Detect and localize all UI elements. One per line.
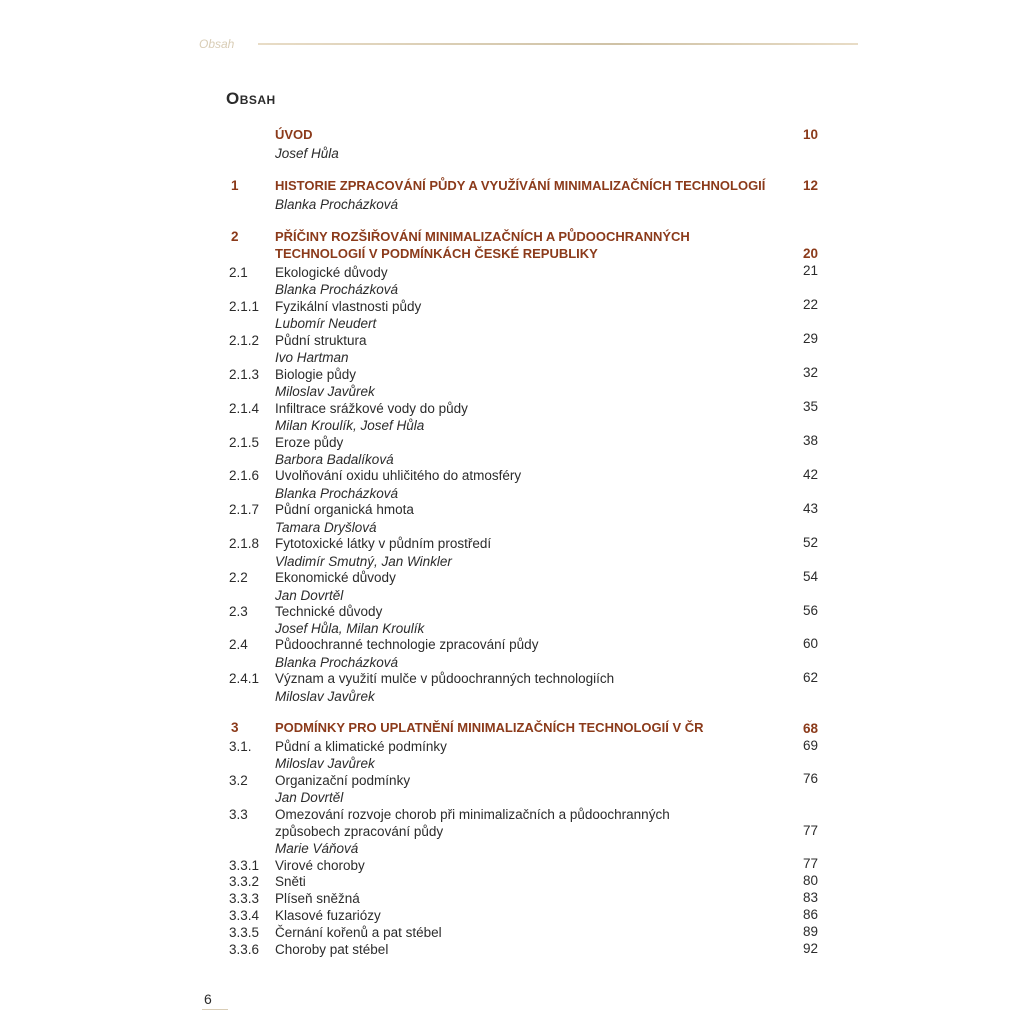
section-number: 2.4 <box>229 637 248 652</box>
page-reference: 80 <box>802 873 818 888</box>
section-author: Milan Kroulík, Josef Hůla <box>275 418 425 433</box>
page-reference: 76 <box>802 771 818 786</box>
page-reference: 62 <box>802 670 818 685</box>
section-title: PODMÍNKY PRO UPLATNĚNÍ MINIMALIZAČNÍCH TECHNOLOGIÍ V ČR <box>275 720 704 735</box>
section-author: Marie Váňová <box>275 841 359 856</box>
page-number: 6 <box>204 991 212 1007</box>
section-number: 3 <box>231 720 239 735</box>
section-number: 2.1.6 <box>229 468 260 483</box>
section-title: Organizační podmínky <box>275 773 411 788</box>
section-author: Vladimír Smutný, Jan Winkler <box>275 554 452 569</box>
section-title: Uvolňování oxidu uhličitého do atmosféry <box>275 468 522 483</box>
section-author: Miloslav Javůrek <box>275 756 375 771</box>
section-title: PŘÍČINY ROZŠIŘOVÁNÍ MINIMALIZAČNÍCH A PŮDOOCHRANNÝCH <box>275 229 690 244</box>
section-title: Půdní organická hmota <box>275 502 414 517</box>
section-number: 2.4.1 <box>229 671 260 686</box>
section-number: 3.3.3 <box>229 891 260 906</box>
section-number: 2.3 <box>229 604 248 619</box>
section-number: 2.1.5 <box>229 435 260 450</box>
section-title-continued: způsobech zpracování půdy <box>275 824 444 839</box>
section-title: Biologie půdy <box>275 367 357 382</box>
header-rule <box>258 43 858 45</box>
page-reference: 92 <box>802 941 818 956</box>
section-author: Blanka Procházková <box>275 655 399 670</box>
section-number: 2.1.4 <box>229 401 260 416</box>
section-author: Jan Dovrtěl <box>275 588 344 603</box>
section-title: Plíseň sněžná <box>275 891 360 906</box>
page-reference: 20 <box>802 246 818 261</box>
running-header: Obsah <box>199 37 235 51</box>
page-reference: 77 <box>802 823 818 838</box>
page-reference: 83 <box>802 890 818 905</box>
section-title: Omezování rozvoje chorob při minimalizačních a půdoochranných <box>275 807 670 822</box>
section-author: Blanka Procházková <box>275 486 399 501</box>
section-author: Lubomír Neudert <box>275 316 377 331</box>
section-title: Fyzikální vlastnosti půdy <box>275 299 422 314</box>
section-author: Miloslav Javůrek <box>275 384 375 399</box>
section-author: Ivo Hartman <box>275 350 349 365</box>
section-number: 2 <box>231 229 239 244</box>
page-reference: 77 <box>802 856 818 871</box>
section-title: Sněti <box>275 874 306 889</box>
section-title: ÚVOD <box>275 127 313 142</box>
page-reference: 60 <box>802 636 818 651</box>
page-reference: 42 <box>802 467 818 482</box>
section-title: Význam a využití mulče v půdoochranných technologiích <box>275 671 615 686</box>
section-title: Ekonomické důvody <box>275 570 396 585</box>
page-reference: 43 <box>802 501 818 516</box>
page-title: Obsah <box>226 89 276 108</box>
page-reference: 52 <box>802 535 818 550</box>
section-title: HISTORIE ZPRACOVÁNÍ PŮDY A VYUŽÍVÁNÍ MINIMALIZAČNÍCH TECHNOLOGIÍ <box>275 178 766 193</box>
section-number: 2.1.3 <box>229 367 260 382</box>
section-title: Klasové fuzariózy <box>275 908 381 923</box>
section-title: Půdoochranné technologie zpracování půdy <box>275 637 539 652</box>
page-reference: 10 <box>802 127 818 142</box>
section-author: Barbora Badalíková <box>275 452 394 467</box>
page-reference: 22 <box>802 297 818 312</box>
section-author: Josef Hůla, Milan Kroulík <box>275 621 425 636</box>
section-number: 3.3.1 <box>229 858 260 873</box>
section-title: Eroze půdy <box>275 435 344 450</box>
page-reference: 35 <box>802 399 818 414</box>
section-title-continued: TECHNOLOGIÍ V PODMÍNKÁCH ČESKÉ REPUBLIKY <box>275 246 598 261</box>
section-number: 3.2 <box>229 773 248 788</box>
section-title: Infiltrace srážkové vody do půdy <box>275 401 468 416</box>
section-number: 3.3.2 <box>229 874 260 889</box>
section-title: Technické důvody <box>275 604 383 619</box>
section-number: 2.1.1 <box>229 299 260 314</box>
page-reference: 12 <box>802 178 818 193</box>
page-reference: 54 <box>802 569 818 584</box>
section-title: Fytotoxické látky v půdním prostředí <box>275 536 492 551</box>
footer-rule <box>202 1009 228 1010</box>
section-number: 2.1.7 <box>229 502 260 517</box>
page-reference: 86 <box>802 907 818 922</box>
section-number: 3.3.6 <box>229 942 260 957</box>
page-reference: 21 <box>802 263 818 278</box>
page-reference: 68 <box>802 721 818 736</box>
section-author: Tamara Dryšlová <box>275 520 377 535</box>
section-author: Josef Hůla <box>275 146 339 161</box>
page-reference: 32 <box>802 365 818 380</box>
page-reference: 89 <box>802 924 818 939</box>
section-author: Blanka Procházková <box>275 282 399 297</box>
page-reference: 29 <box>802 331 818 346</box>
section-number: 2.1 <box>229 265 248 280</box>
section-number: 3.3 <box>229 807 248 822</box>
page-reference: 56 <box>802 603 818 618</box>
page-reference: 38 <box>802 433 818 448</box>
section-number: 2.1.8 <box>229 536 260 551</box>
section-number: 2.1.2 <box>229 333 260 348</box>
section-number: 3.3.4 <box>229 908 260 923</box>
section-number: 1 <box>231 178 239 193</box>
section-number: 3.1. <box>229 739 252 754</box>
section-title: Půdní a klimatické podmínky <box>275 739 447 754</box>
page-reference: 69 <box>802 738 818 753</box>
section-title: Černání kořenů a pat stébel <box>275 925 442 940</box>
section-author: Miloslav Javůrek <box>275 689 375 704</box>
section-author: Blanka Procházková <box>275 197 399 212</box>
section-title: Choroby pat stébel <box>275 942 389 957</box>
section-number: 2.2 <box>229 570 248 585</box>
section-number: 3.3.5 <box>229 925 260 940</box>
section-author: Jan Dovrtěl <box>275 790 344 805</box>
section-title: Půdní struktura <box>275 333 367 348</box>
section-title: Virové choroby <box>275 858 365 873</box>
section-title: Ekologické důvody <box>275 265 388 280</box>
